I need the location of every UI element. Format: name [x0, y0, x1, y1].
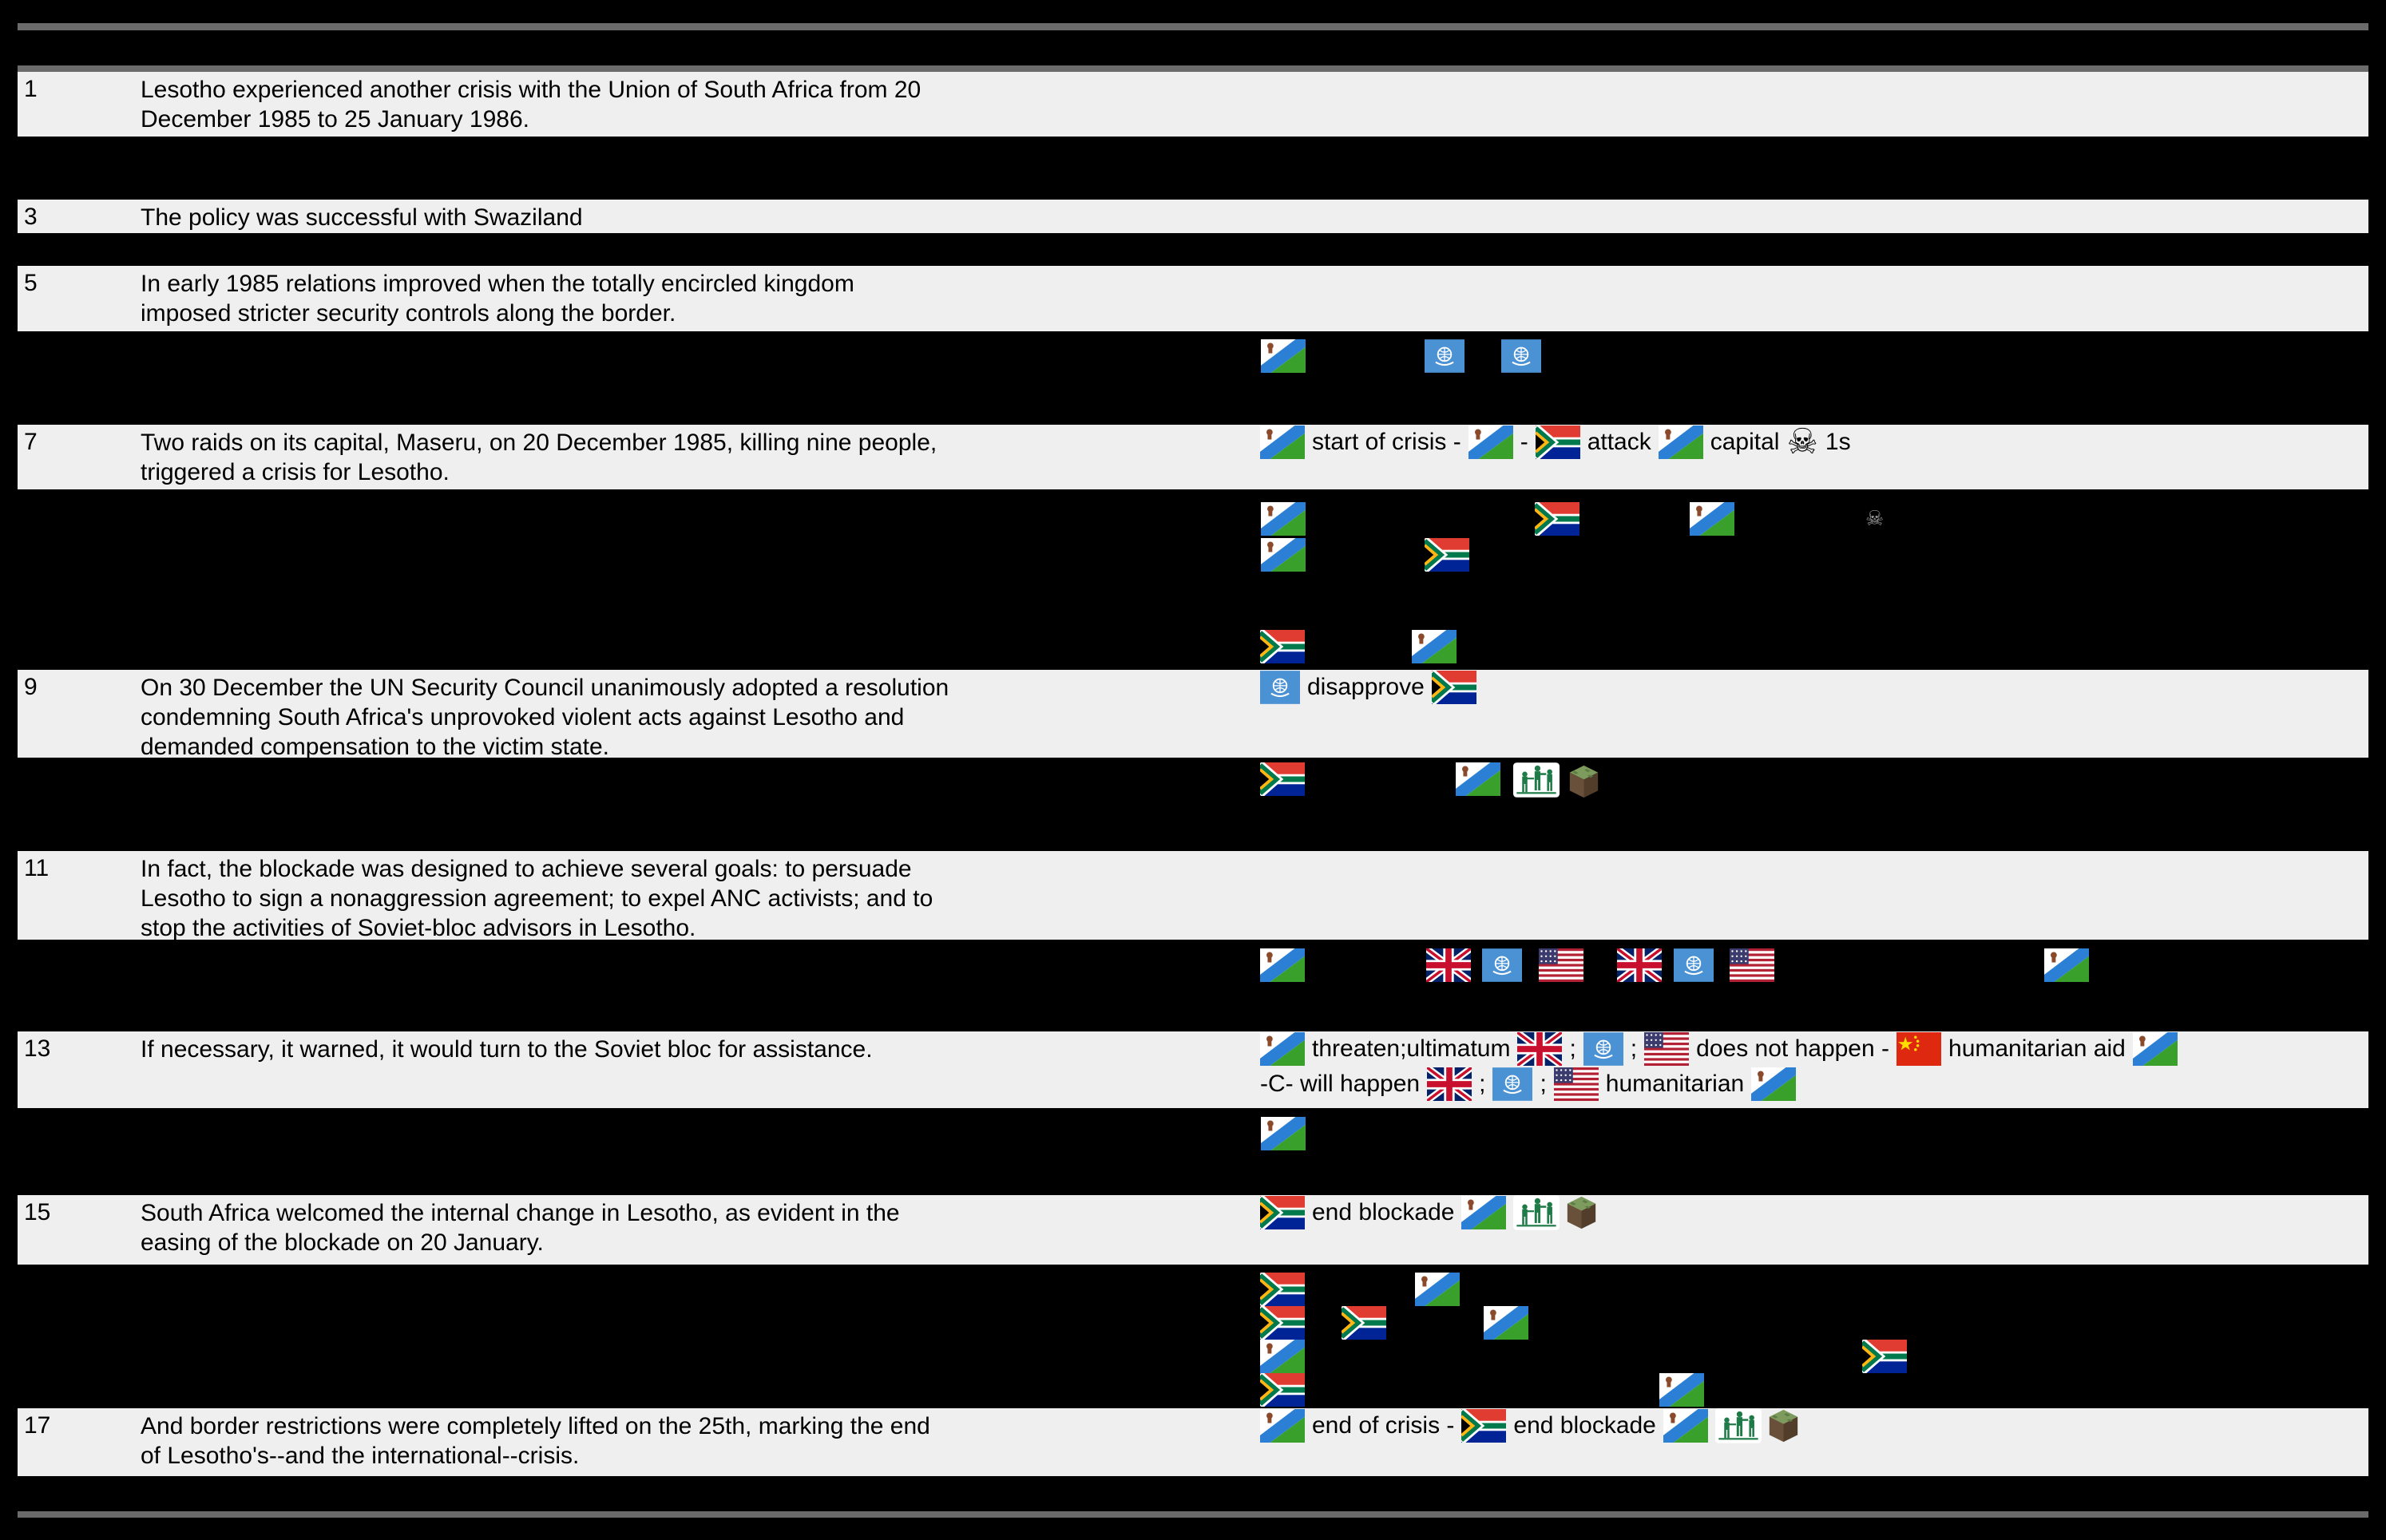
flag-united-states-icon [1554, 1067, 1599, 1101]
flag-united-nations-icon [1583, 1032, 1623, 1066]
row-text-line: triggered a crisis for Lesotho. [141, 459, 450, 485]
annotation-icon-row [1261, 1117, 1306, 1154]
annotation-icon-row [1425, 339, 1464, 377]
flag-lesotho-icon [1468, 426, 1513, 459]
flag-south-africa-icon [1260, 1196, 1305, 1229]
row-sentence [141, 1035, 873, 1064]
row-number: 17 [24, 1412, 51, 1439]
annotation-text: -C- will happen [1260, 1071, 1421, 1097]
flag-lesotho-icon [1412, 630, 1457, 663]
flag-lesotho-icon [1260, 426, 1305, 459]
annotation-icon-row [1865, 509, 1884, 529]
flag-united-nations-icon [1501, 339, 1541, 373]
flag-south-africa-icon [1862, 1340, 1907, 1373]
annotation-text: capital [1710, 429, 1780, 455]
annotation-text: ; [1630, 1035, 1638, 1062]
flag-united-states-icon [1730, 948, 1774, 982]
flag-united-kingdom-icon [1426, 948, 1471, 982]
row-sentence [141, 673, 949, 762]
event-row [18, 72, 2368, 137]
grass-block-icon [1569, 762, 1599, 801]
row-annotation [1260, 1408, 2386, 1443]
annotation-line [1260, 1031, 2386, 1067]
annotation-line [1260, 422, 2386, 462]
annotation-icon-row [1261, 502, 1306, 540]
row-number: 13 [24, 1035, 51, 1062]
flag-south-africa-icon [1260, 762, 1305, 796]
row-number: 15 [24, 1199, 51, 1225]
flag-lesotho-icon [2044, 948, 2089, 982]
annotation-icon-row [1415, 1273, 1460, 1310]
row-text-line: If necessary, it warned, it would turn to the Soviet bloc for assistance. [141, 1036, 873, 1063]
divider-bar [18, 65, 2368, 72]
row-number: 7 [24, 429, 38, 455]
row-text-line: condemning South Africa's unprovoked violent acts against Lesotho and [141, 704, 905, 730]
flag-south-africa-icon [1260, 1306, 1305, 1340]
row-sentence [141, 1198, 900, 1257]
flag-united-nations-icon [1674, 948, 1714, 982]
event-row [18, 1195, 2368, 1265]
row-annotation [1260, 422, 2386, 462]
annotation-icon-row [1260, 1273, 1305, 1310]
annotation-text: start of crisis - [1312, 429, 1461, 455]
annotation-text: humanitarian [1605, 1071, 1745, 1097]
annotation-line [1260, 670, 2386, 705]
row-sentence [141, 203, 583, 232]
annotation-icon-row [1260, 948, 1305, 986]
flag-united-states-icon [1644, 1032, 1689, 1066]
row-number: 11 [24, 855, 50, 881]
flag-lesotho-icon [1415, 1273, 1460, 1306]
flag-south-africa-icon [1536, 426, 1580, 459]
event-row [18, 1031, 2368, 1108]
row-annotation [1260, 1195, 2386, 1230]
row-text-line: easing of the blockade on 20 January. [141, 1229, 544, 1256]
annotation-icon-row [1261, 339, 1306, 377]
flag-united-nations-icon [1425, 339, 1464, 373]
annotation-icon-row [1617, 948, 1662, 986]
annotation-icon-row [1484, 1306, 1528, 1344]
flag-united-kingdom-icon [1427, 1067, 1472, 1101]
row-sentence [141, 428, 937, 487]
event-row [18, 422, 2368, 489]
annotation-text: end blockade [1312, 1199, 1455, 1225]
flag-lesotho-icon [1751, 1067, 1796, 1101]
annotation-text: ; [1540, 1071, 1547, 1097]
annotation-icon-row [1260, 1373, 1305, 1411]
flag-lesotho-icon [1690, 502, 1734, 536]
annotation-icon-row [1730, 948, 1774, 986]
annotation-icon-row [1426, 948, 1471, 986]
row-text-line: Two raids on its capital, Maseru, on 20 December 1985, killing nine people, [141, 430, 937, 456]
row-number: 1 [24, 76, 38, 102]
row-text-line: And border restrictions were completely lifted on the 25th, marking the end [141, 1413, 930, 1439]
flag-china-icon [1897, 1032, 1941, 1066]
row-sentence [141, 75, 921, 134]
row-text-line: In fact, the blockade was designed to achieve several goals: to persuade [141, 856, 912, 882]
flag-lesotho-icon [1260, 1032, 1305, 1066]
annotation-icon-row [1260, 1340, 1305, 1377]
annotation-text: does not happen - [1696, 1035, 1890, 1062]
annotation-text: attack [1587, 429, 1651, 455]
flag-united-nations-icon [1492, 1067, 1532, 1101]
flag-united-nations-icon [1482, 948, 1522, 982]
annotation-icon-row [1260, 762, 1305, 800]
row-sentence [141, 269, 854, 328]
row-number: 3 [24, 204, 38, 230]
annotation-line [1260, 1408, 2386, 1443]
row-annotation [1260, 1031, 2386, 1102]
flag-lesotho-icon [1260, 948, 1305, 982]
flag-lesotho-icon [1456, 762, 1500, 796]
flag-lesotho-icon [1484, 1306, 1528, 1340]
flag-south-africa-icon [1461, 1409, 1506, 1443]
row-text-line: In early 1985 relations improved when the totally encircled kingdom [141, 271, 854, 297]
annotation-text: end blockade [1513, 1412, 1656, 1439]
flag-united-kingdom-icon [1517, 1032, 1562, 1066]
row-text-line: demanded compensation to the victim state. [141, 734, 609, 760]
flag-united-states-icon [1539, 948, 1583, 982]
flag-south-africa-icon [1432, 671, 1476, 704]
skull-crossbones-icon: ☠ [1786, 422, 1818, 462]
grass-block-icon [1769, 1407, 1798, 1445]
row-text-line: December 1985 to 25 January 1986. [141, 106, 529, 133]
annotation-icon-row [1539, 948, 1583, 986]
annotation-text: ; [1479, 1071, 1486, 1097]
row-text-line: Lesotho experienced another crisis with the Union of South Africa from 20 [141, 77, 922, 103]
annotation-icon-row [1260, 630, 1305, 667]
event-row [18, 200, 2368, 233]
event-row [18, 670, 2368, 758]
annotation-text: 1s [1825, 429, 1851, 455]
flag-united-kingdom-icon [1617, 948, 1662, 982]
row-text-line: The policy was successful with Swaziland [141, 204, 583, 231]
annotation-icon-row [1482, 948, 1522, 986]
annotation-icon-row [1569, 762, 1599, 805]
flag-south-africa-icon [1260, 1373, 1305, 1407]
grass-block-icon [1567, 1194, 1596, 1232]
row-number: 5 [24, 270, 38, 296]
row-text-line: stop the activities of Soviet-bloc advisors in Lesotho. [141, 915, 696, 941]
annotation-icon-row [1501, 339, 1541, 377]
event-row [18, 1408, 2368, 1476]
flag-south-africa-icon [1260, 1273, 1305, 1306]
flag-lesotho-icon [1260, 1340, 1305, 1373]
flag-lesotho-icon [1663, 1409, 1708, 1443]
row-text-line: South Africa welcomed the internal change in Lesotho, as evident in the [141, 1200, 900, 1226]
annotation-icon-row [1342, 1306, 1386, 1344]
row-text-line: of Lesotho's--and the international--crisis. [141, 1443, 580, 1469]
flag-lesotho-icon [1260, 1409, 1305, 1443]
row-text-line: On 30 December the UN Security Council unanimously adopted a resolution [141, 675, 949, 701]
divider-bar [18, 23, 2368, 30]
annotation-text: threaten;ultimatum [1312, 1035, 1511, 1062]
skull-crossbones-icon: ☠ [1865, 507, 1885, 531]
annotation-icon-row [1425, 538, 1469, 576]
flag-south-africa-icon [1535, 502, 1579, 536]
annotation-icon-row [1412, 630, 1457, 667]
event-row [18, 851, 2368, 940]
row-sentence [141, 1411, 930, 1471]
army-soldiers-icon [1513, 1195, 1560, 1230]
annotation-icon-row [2044, 948, 2089, 986]
annotation-line [1260, 1067, 2386, 1102]
annotation-icon-row [1659, 1373, 1704, 1411]
row-text-line: Lesotho to sign a nonaggression agreement; to expel ANC activists; and to [141, 885, 933, 912]
annotation-text: humanitarian aid [1948, 1035, 2126, 1062]
flag-south-africa-icon [1425, 538, 1469, 572]
flag-lesotho-icon [1261, 538, 1306, 572]
annotation-text: - [1520, 429, 1528, 455]
annotation-icon-row [1535, 502, 1579, 540]
annotation-icon-row [1674, 948, 1714, 986]
annotation-line [1260, 1195, 2386, 1230]
flag-united-nations-icon [1260, 671, 1300, 704]
army-soldiers-icon [1715, 1408, 1762, 1443]
flag-lesotho-icon [1659, 1373, 1704, 1407]
row-text-line: imposed stricter security controls along the border. [141, 300, 676, 327]
divider-bar [18, 1511, 2368, 1518]
annotation-icon-row [1513, 762, 1560, 802]
row-number: 9 [24, 674, 38, 700]
row-annotation [1260, 670, 2386, 705]
flag-lesotho-icon [2133, 1032, 2178, 1066]
event-row [18, 266, 2368, 331]
annotation-icon-row [1456, 762, 1500, 800]
flag-south-africa-icon [1260, 630, 1305, 663]
flag-lesotho-icon [1461, 1196, 1506, 1229]
annotation-icon-row [1260, 1306, 1305, 1344]
flag-lesotho-icon [1261, 502, 1306, 536]
annotation-icon-row [1690, 502, 1734, 540]
army-soldiers-icon [1513, 762, 1560, 798]
annotation-text: disapprove [1307, 674, 1425, 700]
row-sentence [141, 854, 933, 943]
annotation-icon-row [1261, 538, 1306, 576]
flag-lesotho-icon [1261, 1117, 1306, 1150]
flag-south-africa-icon [1342, 1306, 1386, 1340]
annotation-text: end of crisis - [1312, 1412, 1455, 1439]
annotation-text: ; [1569, 1035, 1576, 1062]
annotation-icon-row [1862, 1340, 1907, 1377]
flag-lesotho-icon [1659, 426, 1703, 459]
flag-lesotho-icon [1261, 339, 1306, 373]
